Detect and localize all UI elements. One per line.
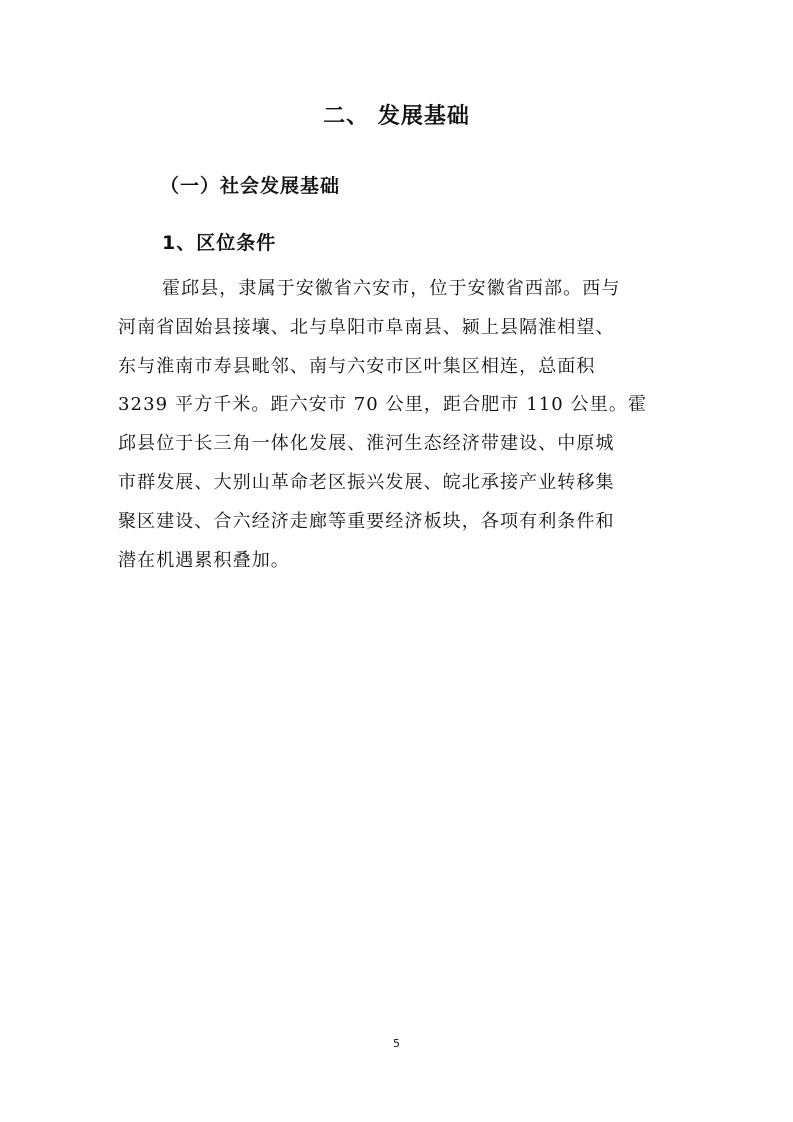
paragraph-line: 霍邱县，隶属于安徽省六安市，位于安徽省西部。西与	[162, 278, 621, 299]
paragraph-line: 邱县位于长三角一体化发展、淮河生态经济带建设、中原城	[118, 433, 615, 455]
paragraph-line: 市群发展、大别山革命老区振兴发展、皖北承接产业转移集	[118, 471, 615, 493]
paragraph-line: 潜在机遇累积叠加。	[118, 549, 290, 571]
paragraph-line: 聚区建设、合六经济走廊等重要经济板块，各项有利条件和	[118, 510, 615, 532]
paragraph-line: 河南省固始县接壤、北与阜阳市阜南县、颍上县隔淮相望、	[118, 316, 615, 338]
section-title: （一）社会发展基础	[160, 175, 341, 197]
paragraph-line: 东与淮南市寿县毗邻、南与六安市区叶集区相连，总面积	[118, 355, 596, 377]
subsection-title: 1、区位条件	[162, 232, 277, 254]
page-number: 5	[393, 1037, 400, 1050]
paragraph-location-conditions	[118, 270, 678, 580]
chapter-title: 二、 发展基础	[323, 104, 470, 129]
paragraph-line: 3239 平方千米。距六安市 70 公里，距合肥市 110 公里。霍	[118, 394, 648, 416]
